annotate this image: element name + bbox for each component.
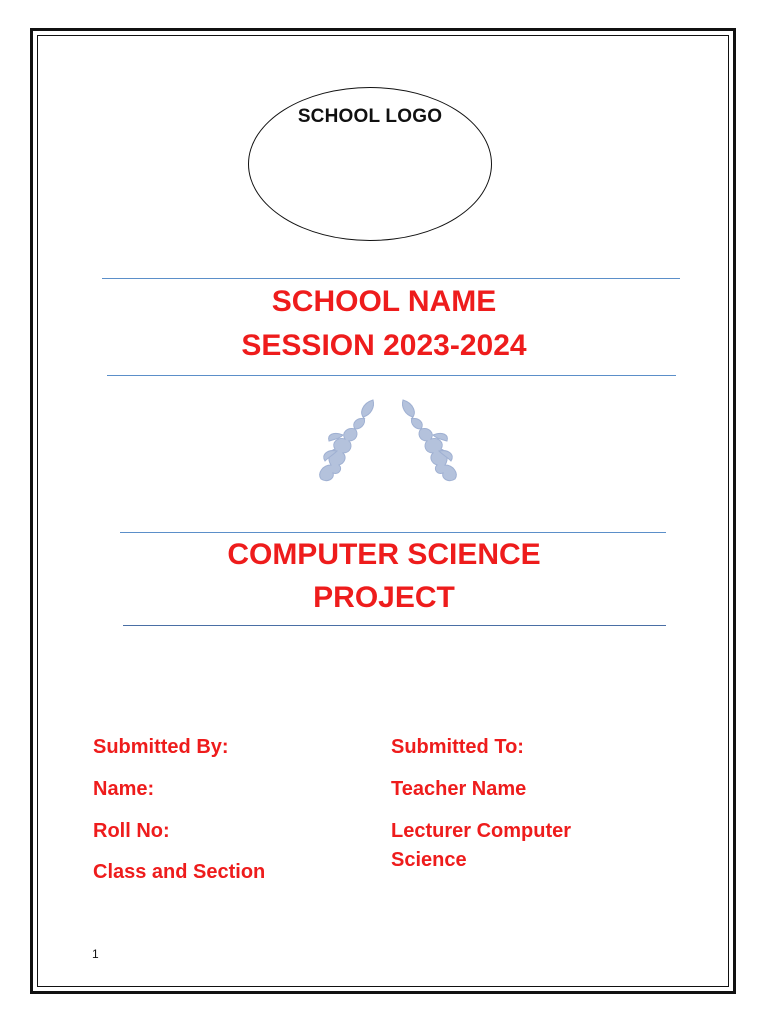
floral-flourish-icon: [313, 395, 463, 485]
teacher-designation-line2: Science: [391, 849, 467, 871]
project-title-line1: COMPUTER SCIENCE: [227, 538, 541, 571]
divider-project-bottom: [123, 625, 666, 626]
school-name: SCHOOL NAME: [271, 285, 497, 318]
roll-number-label: Roll No:: [93, 820, 170, 842]
divider-top: [102, 278, 680, 279]
class-section-label: Class and Section: [93, 861, 266, 883]
divider-session: [107, 375, 676, 376]
teacher-name-label: Teacher Name: [391, 778, 527, 800]
student-name-label: Name:: [93, 778, 155, 800]
project-title-line2: PROJECT: [313, 581, 455, 614]
submitted-by-heading: Submitted By:: [93, 736, 229, 758]
teacher-designation-line1: Lecturer Computer: [391, 820, 572, 842]
session-title: SESSION 2023-2024: [241, 329, 527, 362]
submitted-to-heading: Submitted To:: [391, 736, 524, 758]
page-number: 1: [92, 947, 99, 961]
school-logo-text: SCHOOL LOGO: [297, 106, 443, 127]
